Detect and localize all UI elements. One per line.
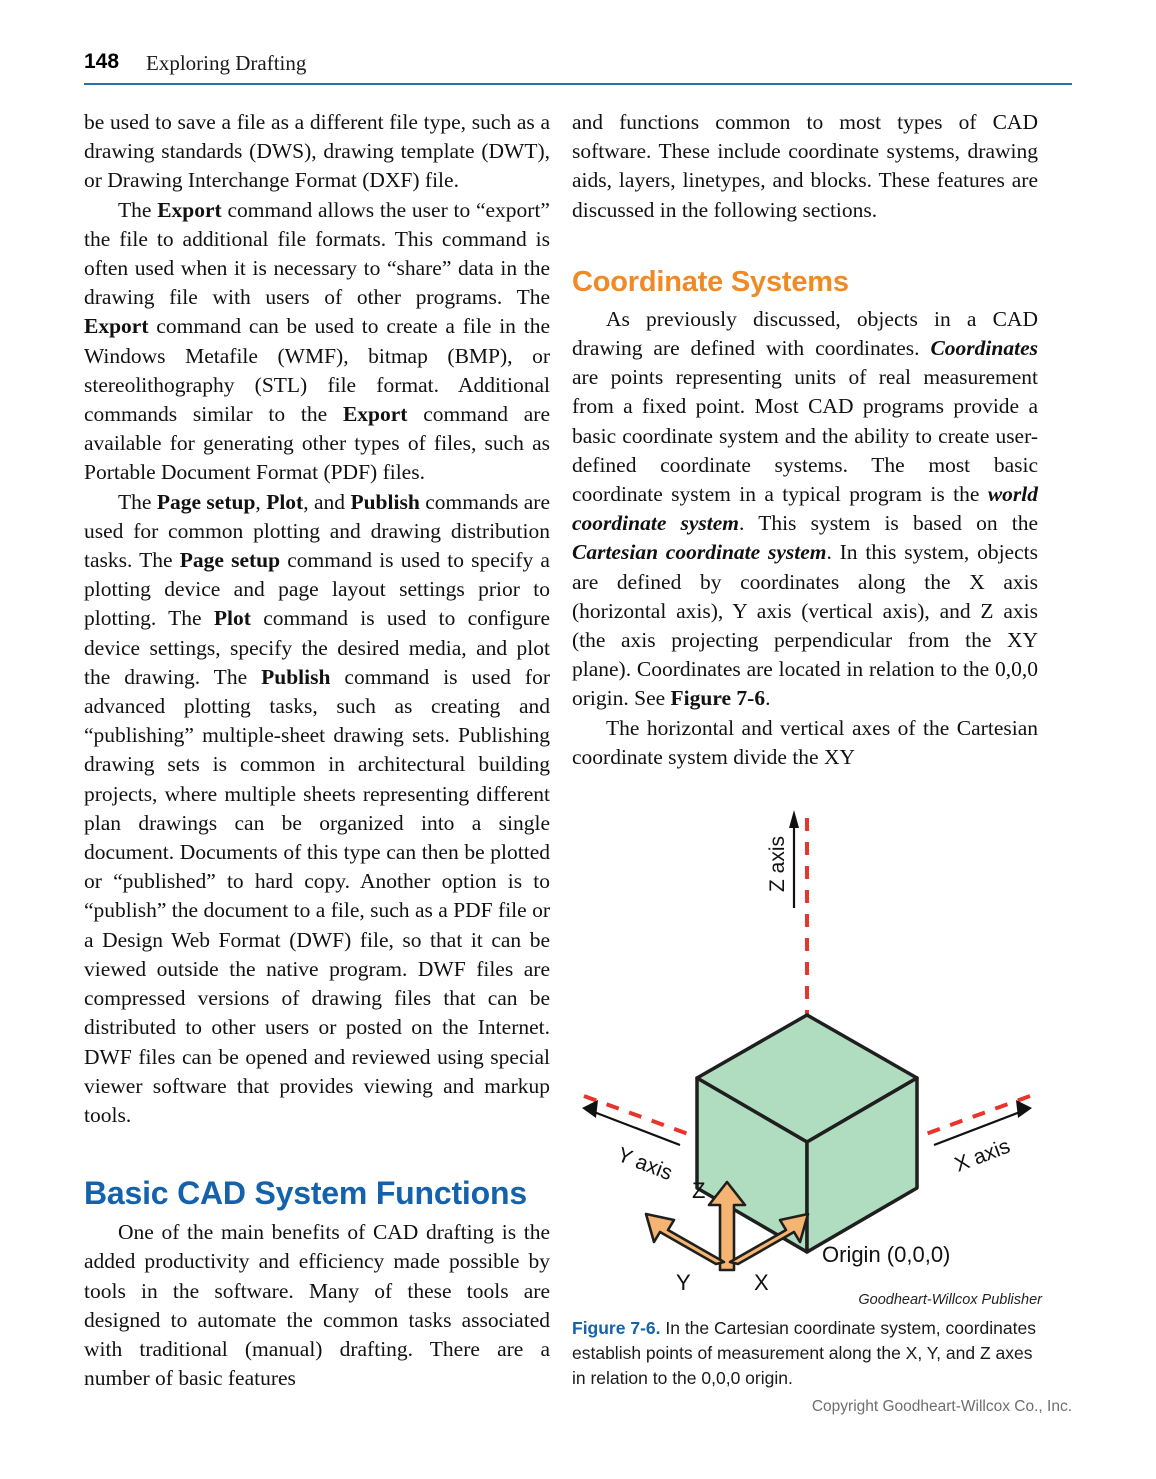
cartesian-coordinate-diagram [572, 800, 1042, 1290]
heading-coordinate-systems: Coordinate Systems [572, 265, 849, 298]
figure-credit: Goodheart-Willcox Publisher [858, 1292, 1042, 1308]
figure-7-6 [572, 800, 1042, 1391]
ucs-y-arrow [646, 1214, 724, 1264]
running-head [84, 50, 1072, 86]
spacer [572, 225, 1038, 265]
origin-label: Origin (0,0,0) [822, 1242, 951, 1267]
figure-caption-text: In the Cartesian coordinate system, coordinates establish points of measurement along the X, Y, and Z axes in relation to the 0,0,0 origin. [572, 1318, 1036, 1388]
paragraph-coordinates: As previously discussed, objects in a CAD drawing are defined with coordinates. Coordinates are points representing units of real measurement from a fixed point. Most CAD programs provide a basic coordinate system and the ability to create user-defined coordinate systems. The most basic coordinate system in a typical program is the world coordinate system. This system is based on the Cartesian coordinate system. In this system, objects are defined by coordinates along the X axis (horizontal axis), Y axis (vertical axis), and Z axis (the axis projecting perpendicular from the XY plane). Coordinates are located in relation to the 0,0,0 origin. See Figure 7-6. [572, 306, 1039, 711]
paragraph-export: The Export command allows the user to “export” the file to additional file formats. This command is often used when it is necessary to “share” data in the drawing file with users of other programs. The Export command can be used to create a file in the Windows Metafile (WMF), bitmap (BMP), or stereolithography (STL) file format. Additional commands similar to the Export command are available for generating other types of files, such as Portable Document Format (PDF) files. [84, 197, 551, 485]
left-column [84, 108, 550, 1393]
paragraph-plotting: The Page setup, Plot, and Publish commands are used for common plotting and drawing distribution tasks. The Page setup command is used to specify a plotting device and page layout settings prior to plotting. The Plot command is used to configure device settings, specify the desired media, and plot the drawing. The Publish command is used for advanced plotting tasks, such as creating and “publishing” multiple-sheet drawing sets. Publishing drawing sets is common in architectural building projects, where multiple sheets representing different plan drawings can be organized into a single document. Documents of this type can then be plotted or “published” to hard copy. Another option is to “publish” the document to a file, such as a PDF file or a Design Web Format (DWF) file, so that it can be viewed outside the native program. DWF files are compressed versions of drawing files that can be distributed to other users or posted on the Internet. DWF files can be opened and reviewed using special viewer software that provides viewing and markup tools. [84, 489, 550, 1127]
x-axis-label: X axis [951, 1134, 1014, 1177]
ucs-y-label: Y [676, 1270, 691, 1290]
spacer [84, 1210, 550, 1218]
z-axis-label: Z axis [766, 835, 789, 893]
ucs-x-label: X [754, 1270, 769, 1290]
heading-basic-cad-system-functions: Basic CAD System Functions [84, 1175, 527, 1212]
paragraph-cad-benefits: One of the main benefits of CAD drafting is the added productivity and efficiency made possible by tools in the software. Many of these tools are designed to automate the common tasks associated with traditional (manual) drafting. There are a number of basic features [84, 1220, 550, 1391]
z-axis-arrowhead [789, 810, 799, 828]
spacer [84, 1130, 550, 1176]
figure-artwork [572, 800, 1042, 1290]
x-axis-arrowhead [1016, 1100, 1032, 1118]
figure-caption [572, 1316, 1042, 1391]
book-title: Exploring Drafting [146, 51, 307, 75]
paragraph-cad-features: and functions common to most types of CAD software. These include coordinate systems, drawing aids, layers, linetypes, and blocks. These features are discussed in the following sections. [572, 110, 1038, 222]
y-axis-label: Y axis [614, 1143, 676, 1186]
paragraph-axes-divide: The horizontal and vertical axes of the Cartesian coordinate system divide the XY [572, 715, 1038, 769]
paragraph-saveas: be used to save a file as a different file type, such as a drawing standards (DWS), drawing template (DWT), or Drawing Interchange Format (DXF) file. [84, 110, 550, 193]
page-number: 148 [84, 50, 120, 73]
right-column [572, 108, 1038, 772]
header-rule [84, 83, 1072, 85]
footer-copyright: Copyright Goodheart-Willcox Co., Inc. [811, 1398, 1072, 1415]
ucs-z-label: Z [692, 1178, 706, 1203]
figure-number: Figure 7-6. [572, 1318, 661, 1338]
y-axis-arrowhead [582, 1100, 598, 1118]
